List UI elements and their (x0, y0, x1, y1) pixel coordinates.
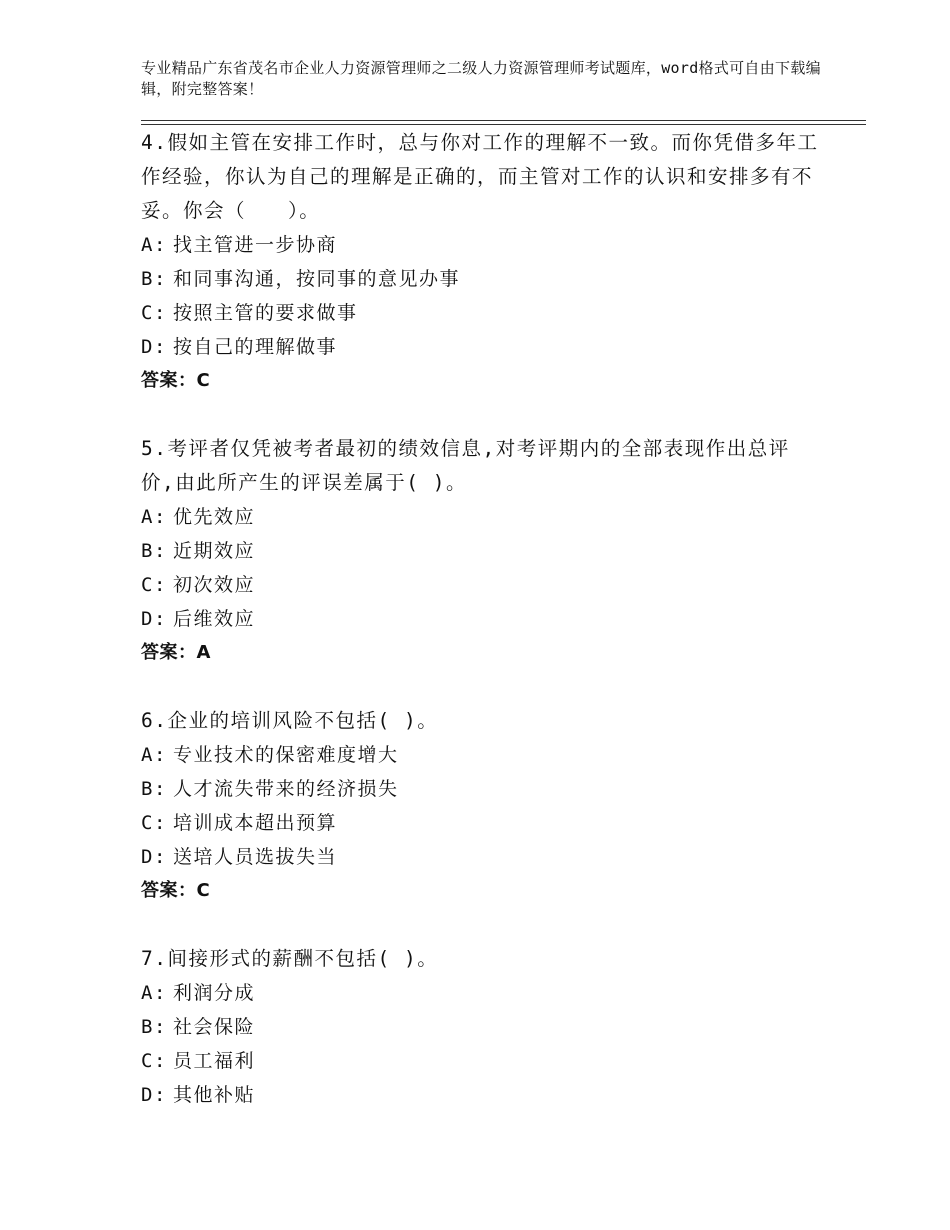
option-text: 找主管进一步协商 (173, 234, 338, 256)
option-b (141, 262, 821, 296)
question-7 (141, 942, 821, 1112)
option-text: 员工福利 (173, 1050, 256, 1072)
option-text: 培训成本超出预算 (173, 812, 338, 834)
option-key: C: (141, 302, 167, 324)
option-d (141, 1078, 821, 1112)
option-key: C: (141, 1050, 167, 1072)
option-key: D: (141, 1084, 167, 1106)
option-a (141, 500, 821, 534)
option-key: A: (141, 982, 167, 1004)
option-text: 利润分成 (173, 982, 256, 1004)
option-text: 后维效应 (173, 608, 256, 630)
option-c (141, 1044, 821, 1078)
option-text: 初次效应 (173, 574, 256, 596)
option-a (141, 976, 821, 1010)
option-b (141, 1010, 821, 1044)
answer-line: 答案：A (141, 642, 211, 663)
option-text: 按自己的理解做事 (173, 336, 338, 358)
option-key: B: (141, 540, 167, 562)
option-c (141, 568, 821, 602)
option-key: A: (141, 744, 167, 766)
header-divider-bottom (141, 124, 866, 125)
option-text: 近期效应 (173, 540, 256, 562)
option-key: B: (141, 268, 167, 290)
option-c (141, 296, 821, 330)
option-d (141, 840, 821, 874)
option-key: A: (141, 506, 167, 528)
option-b (141, 772, 821, 806)
question-6 (141, 704, 821, 908)
question-stem: 6.企业的培训风险不包括( )。 (141, 709, 439, 732)
question-5 (141, 432, 821, 670)
option-key: B: (141, 778, 167, 800)
option-text: 优先效应 (173, 506, 256, 528)
option-text: 送培人员选拔失当 (173, 846, 338, 868)
question-stem: 4.假如主管在安排工作时，总与你对工作的理解不一致。而你凭借多年工作经验，你认为自己的理解是正确的，而主管对工作的认识和安排多有不妥。你会（ ）。 (141, 131, 819, 222)
option-text: 按照主管的要求做事 (173, 302, 358, 324)
option-d (141, 602, 821, 636)
option-a (141, 738, 821, 772)
answer-line: 答案：C (141, 880, 211, 901)
option-key: C: (141, 812, 167, 834)
option-key: D: (141, 846, 167, 868)
option-text: 专业技术的保密难度增大 (173, 744, 399, 766)
question-list (141, 126, 821, 1146)
option-b (141, 534, 821, 568)
option-text: 人才流失带来的经济损失 (173, 778, 399, 800)
header-divider-top (141, 120, 866, 121)
option-key: D: (141, 608, 167, 630)
option-text: 社会保险 (173, 1016, 256, 1038)
option-key: A: (141, 234, 167, 256)
option-key: B: (141, 1016, 167, 1038)
question-stem: 7.间接形式的薪酬不包括( )。 (141, 947, 439, 970)
document-header: 专业精品广东省茂名市企业人力资源管理师之二级人力资源管理师考试题库，word格式可自由下载编辑，附完整答案！ (141, 59, 821, 98)
option-text: 其他补贴 (173, 1084, 256, 1106)
option-c (141, 806, 821, 840)
option-d (141, 330, 821, 364)
option-key: C: (141, 574, 167, 596)
option-text: 和同事沟通，按同事的意见办事 (173, 268, 461, 290)
answer-line: 答案：C (141, 370, 211, 391)
question-stem: 5.考评者仅凭被考者最初的绩效信息,对考评期内的全部表现作出总评价,由此所产生的评误差属于( )。 (141, 437, 790, 494)
option-a (141, 228, 821, 262)
option-key: D: (141, 336, 167, 358)
question-4 (141, 126, 821, 398)
